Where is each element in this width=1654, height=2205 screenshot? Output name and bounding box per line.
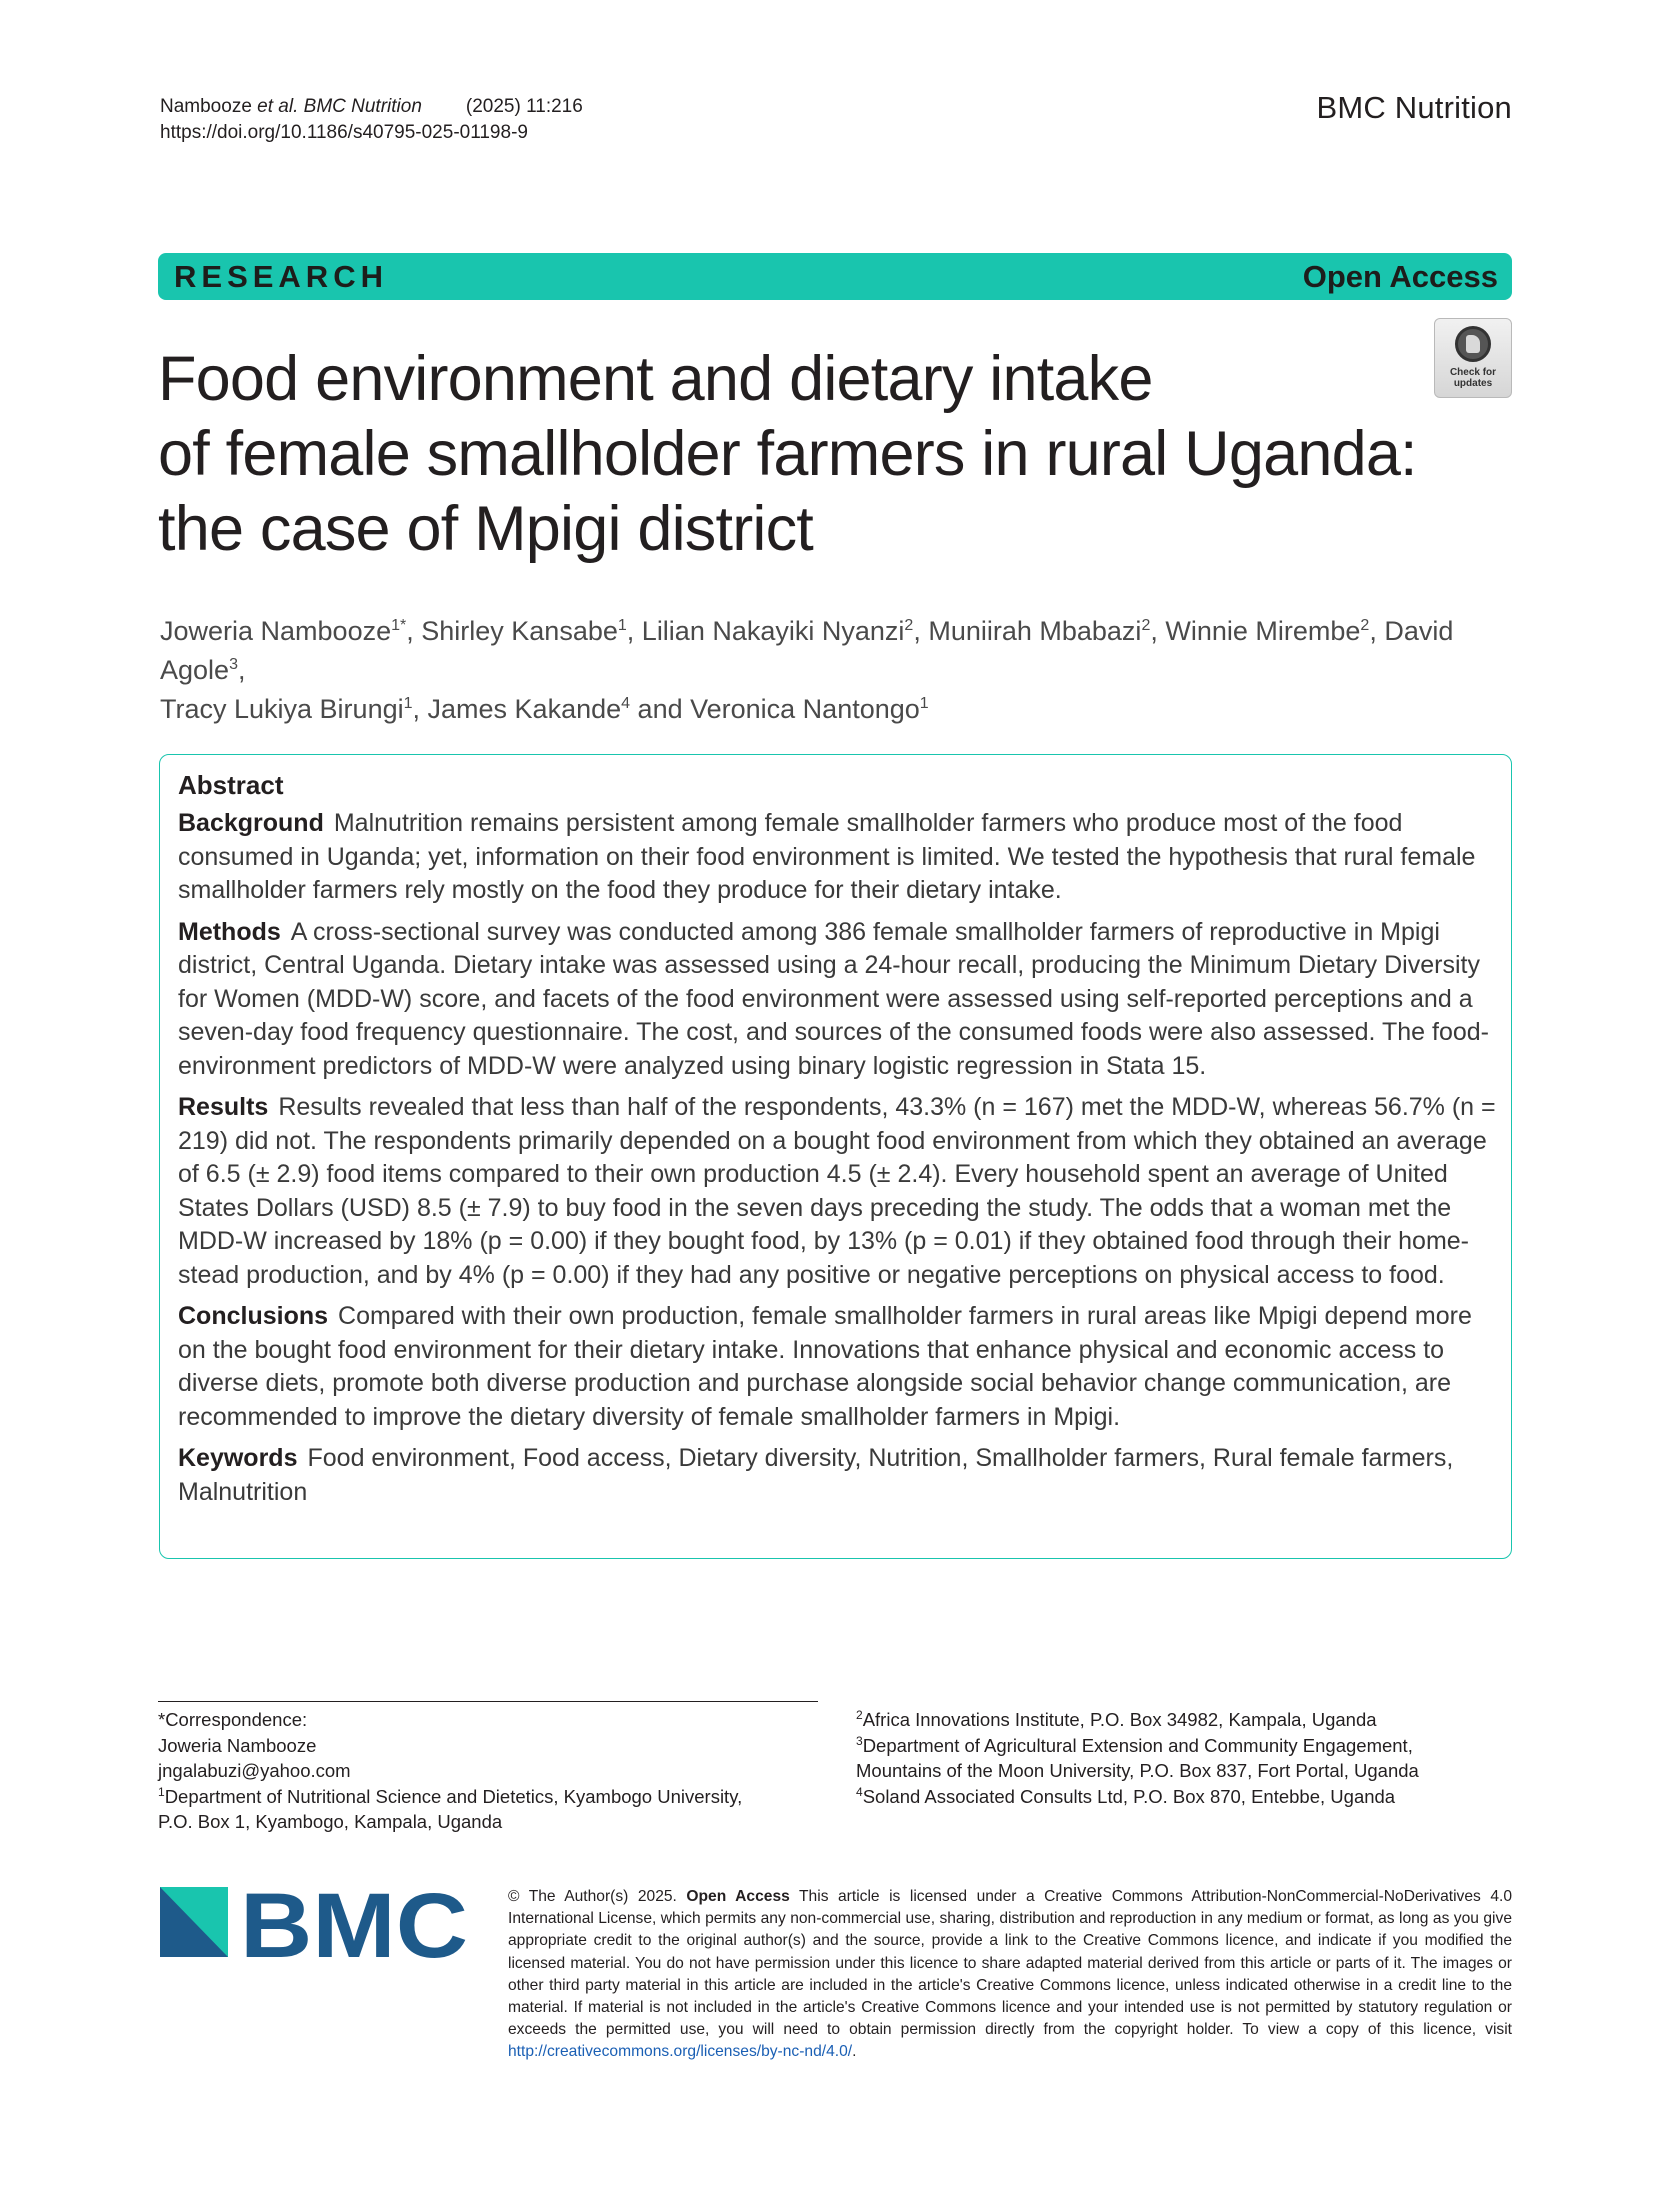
author-line-1 <box>160 612 1520 690</box>
author-separator: , <box>626 616 642 646</box>
keywords-label: Keywords <box>178 1444 298 1472</box>
author-name[interactable]: James Kakande <box>427 694 622 724</box>
affiliation-number: 3 <box>856 1733 863 1748</box>
keywords-text: Food environment, Food access, Dietary diversity, Nutrition, Smallholder farmers, Rural female farmers, Malnutrition <box>178 1444 1454 1506</box>
author-affiliation: 2 <box>1360 617 1370 634</box>
author-line-2 <box>160 690 1520 729</box>
author-affiliation: 1 <box>617 617 627 634</box>
author-affiliation: 2 <box>904 617 914 634</box>
correspondence-name: Joweria Nambooze <box>158 1734 317 1756</box>
footnote-divider <box>158 1701 818 1702</box>
author-name[interactable]: Shirley Kansabe <box>421 616 618 646</box>
running-header <box>160 94 583 146</box>
abstract-conclusions <box>178 1300 1498 1434</box>
doi-link[interactable]: https://doi.org/10.1186/s40795-025-01198-9 <box>160 122 528 143</box>
author-separator: , <box>1369 616 1385 646</box>
citation-year: (2025) 11:216 <box>465 96 583 117</box>
affiliation-2 <box>856 1707 1516 1733</box>
affiliation-number: 1 <box>158 1784 165 1799</box>
journal-name: BMC Nutrition <box>1316 90 1512 125</box>
bmc-logo <box>160 1887 470 1969</box>
affiliation-1-cont: P.O. Box 1, Kyambogo, Kampala, Uganda <box>158 1811 503 1832</box>
article-title <box>158 342 1418 567</box>
author-affiliation: 4 <box>621 695 631 712</box>
bookmark-icon <box>1455 326 1491 362</box>
author-list <box>160 612 1520 729</box>
license-copyright: © The Author(s) 2025. <box>508 1888 677 1905</box>
author-separator: , <box>412 694 428 724</box>
article-type-label: RESEARCH <box>174 258 388 294</box>
author-affiliation: 1* <box>391 617 407 634</box>
abstract-background <box>178 807 1498 908</box>
abstract-content <box>178 767 1498 1517</box>
affiliation-3-cont: Mountains of the Moon University, P.O. Box 837, Fort Portal, Uganda <box>856 1760 1419 1781</box>
citation-line <box>160 94 583 120</box>
footnotes-left <box>158 1707 818 1835</box>
article-type-band <box>158 253 1512 300</box>
citation-authors: Nambooze <box>160 96 258 117</box>
author-separator: , <box>237 655 246 685</box>
author-name[interactable]: Tracy Lukiya Birungi <box>160 694 404 724</box>
footnotes-right <box>856 1707 1516 1809</box>
title-line-1: Food environment and dietary intake <box>158 344 1153 414</box>
author-name[interactable]: David Agole <box>160 616 1454 685</box>
author-name[interactable]: Lilian Nakayiki Nyanzi <box>641 616 905 646</box>
title-line-3: the case of Mpigi district <box>158 494 813 564</box>
results-text: Results revealed that less than half of the respondents, 43.3% (n = 167) met the MDD-W, whereas 56.7% (n = 219) did not. The respondents primarily depended on a bought food environment from which they obtained an average of 6.5 (± 2.9) food items compared to their own production 4.5 (± 2.4). Every household spent an average of United States Dollars (USD) 8.5 (± 7.9) to buy food in the seven days preceding the study. The odds that a woman met the MDD-W increased by 18% (p = 0.00) if they bought food, by 13% (p = 0.01) if they obtained food through their home-stead production, and by 4% (p = 0.00) if they had any positive or negative perceptions on physical access to food. <box>178 1093 1496 1289</box>
author-separator: , <box>1150 616 1166 646</box>
author-affiliation: 3 <box>229 656 238 673</box>
author-separator: , <box>406 616 422 646</box>
affiliation-3 <box>856 1733 1516 1759</box>
check-badge-line2: updates <box>1453 378 1493 389</box>
author-affiliation: 1 <box>919 695 929 712</box>
abstract-keywords <box>178 1442 1498 1509</box>
abstract-heading: Abstract <box>178 770 284 800</box>
affiliation-1 <box>158 1784 818 1810</box>
check-badge-label <box>1435 367 1511 389</box>
author-name[interactable]: Joweria Nambooze <box>160 616 392 646</box>
methods-text: A cross-sectional survey was conducted among 386 female smallholder farmers of reproductive in Mpigi district, Central Uganda. Dietary intake was assessed using a 24-hour recall, producing the Minimum Dietary Diversity for Women (MDD-W) score, and facets of the food environment were assessed using self-reported perceptions and a seven-day food frequency questionnaire. The cost, and sources of the consumed foods were also assessed. The food-environment predictors of MDD-W were analyzed using binary logistic regression in Stata 15. <box>178 917 1489 1080</box>
abstract-box <box>159 754 1512 1559</box>
affiliation-4 <box>856 1784 1516 1810</box>
author-name[interactable]: Winnie Mirembe <box>1165 616 1361 646</box>
license-link[interactable]: http://creativecommons.org/licenses/by-nc-nd/4.0/ <box>508 2043 853 2061</box>
correspondence-email[interactable]: jngalabuzi@yahoo.com <box>158 1760 351 1781</box>
background-text: Malnutrition remains persistent among female smallholder farmers who produce most of the food consumed in Uganda; yet, information on their food environment is limited. We tested the hypothesis that rural female smallholder farmers rely mostly on the food they produce for their dietary intake. <box>178 809 1476 904</box>
license-statement <box>508 1886 1512 2064</box>
open-access-label: Open Access <box>1302 258 1498 294</box>
check-badge-line1: Check for <box>1449 367 1497 378</box>
author-separator: , <box>913 616 929 646</box>
check-for-updates-badge[interactable] <box>1434 318 1512 398</box>
author-affiliation: 1 <box>403 695 413 712</box>
methods-label: Methods <box>178 917 281 946</box>
background-label: Background <box>178 809 324 837</box>
author-separator: and <box>630 694 691 724</box>
affiliation-text: Africa Innovations Institute, P.O. Box 34982, Kampala, Uganda <box>862 1709 1377 1730</box>
license-open-access: Open Access <box>686 1888 790 1905</box>
author-affiliation: 2 <box>1141 617 1151 634</box>
affiliation-text: Department of Agricultural Extension and Community Engagement, <box>862 1734 1413 1756</box>
affiliation-number: 4 <box>856 1784 863 1799</box>
abstract-methods <box>178 916 1498 1084</box>
affiliation-text: Soland Associated Consults Ltd, P.O. Box 870, Entebbe, Uganda <box>862 1785 1396 1807</box>
title-line-2: of female smallholder farmers in rural Uganda: <box>158 419 1417 489</box>
conclusions-label: Conclusions <box>178 1302 329 1330</box>
citation-journal: et al. BMC Nutrition <box>257 96 422 117</box>
affiliation-number: 2 <box>856 1707 863 1722</box>
author-name[interactable]: Veronica Nantongo <box>690 694 920 724</box>
correspondence-label: *Correspondence: <box>158 1709 308 1730</box>
results-label: Results <box>178 1093 269 1121</box>
conclusions-text: Compared with their own production, female smallholder farmers in rural areas like Mpigi depend more on the bought food environment for their dietary intake. Innovations that enhance physical and economic access to diverse diets, promote both diverse production and purchase alongside social behavior change communication, are recommended to improve the dietary diversity of female smallholder farmers in Mpigi. <box>178 1302 1472 1431</box>
license-body: This article is licensed under a Creative Commons Attribution-NonCommercial-NoDerivatives 4.0 International License, which permits any non-commercial use, sharing, distribution and reproduction in any medium or format, as long as you give appropriate credit to the original author(s) and the source, provide a link to the Creative Commons licence, and indicate if you modified the licensed material. You do not have permission under this licence to share adapted material derived from this article or parts of it. The images or other third party material in this article are included in the article's Creative Commons licence, unless indicated otherwise in a credit line to the material. If material is not included in the article's Creative Commons licence and your intended use is not permitted by statutory regulation or exceeds the permitted use, you will need to obtain permission directly from the copyright holder. To view a copy of this licence, visit <box>508 1888 1512 2039</box>
author-name[interactable]: Muniirah Mbabazi <box>928 616 1142 646</box>
affiliation-text: Department of Nutritional Science and Dietetics, Kyambogo University, <box>164 1785 743 1807</box>
license-end: . <box>852 2043 857 2061</box>
logo-text: BMC <box>240 1887 468 1969</box>
abstract-results <box>178 1091 1498 1292</box>
